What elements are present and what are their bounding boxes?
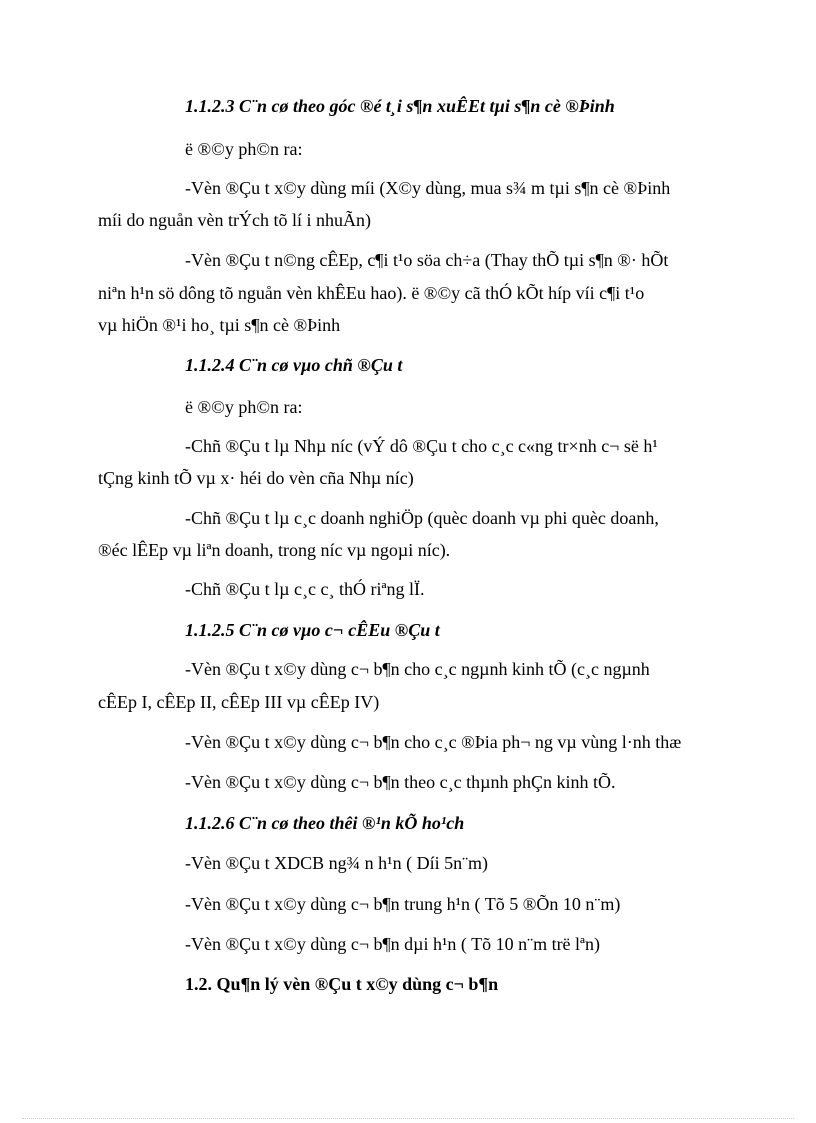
section-heading-1-1-2-6: 1.1.2.6 C¨n cø theo thêi ®¹n kÕ ho¹ch [185,813,465,833]
section-heading-1-1-2-5: 1.1.2.5 C¨n cø vµo c¬ cÊEu ®Çu t [185,620,440,640]
section-heading-1-1-2-4: 1.1.2.4 C¨n cø vµo chñ ®Çu t [185,355,403,375]
paragraph-line: -Vèn ®Çu t x©y dùng c¬ b¶n theo c¸c thµnh phÇn kinh tÕ. [185,772,616,792]
paragraph-line: ®éc lÊEp vµ liªn doanh, trong níc vµ ngoµi níc). [98,540,451,560]
paragraph-line: -Vèn ®Çu t x©y dùng míi (X©y dùng, mua s¾ m tµi s¶n cè ®Þinh [185,178,671,198]
paragraph-line: -Vèn ®Çu t x©y dùng c¬ b¶n cho c¸c ngµnh kinh tÕ (c¸c ngµnh [185,659,650,679]
paragraph-line: vµ hiÖn ®¹i ho¸ tµi s¶n cè ®Þinh [98,315,341,335]
paragraph-line: cÊEp I, cÊEp II, cÊEp III vµ cÊEp IV) [98,692,380,712]
paragraph-line: -Chñ ®Çu t lµ c¸c c¸ thÓ riªng lÏ. [185,579,425,599]
section-heading-1-2: 1.2. Qu¶n lý vèn ®Çu t x©y dùng c¬ b¶n [185,974,499,994]
paragraph-line: míi do nguån vèn trÝch tõ lí i nhuÃn) [98,210,371,230]
paragraph-line: -Vèn ®Çu t XDCB ng¾ n h¹n ( Díi 5n¨m) [185,853,489,873]
paragraph-line: -Vèn ®Çu t x©y dùng c¬ b¶n trung h¹n ( Tõ 5 ®Õn 10 n¨m) [185,894,621,914]
page-bottom-divider [22,1118,794,1119]
paragraph-line: -Chñ ®Çu t lµ c¸c doanh nghiÖp (quèc doanh vµ phi quèc doanh, [185,508,659,528]
section-heading-1-1-2-3: 1.1.2.3 C¨n cø theo góc ®é t¸i s¶n xuÊEt tµi s¶n cè ®Þinh [185,96,615,116]
paragraph-line: ë ®©y ph©n ra: [185,397,303,417]
paragraph-line: niªn h¹n sö dông tõ nguån vèn khÊEu hao). ë ®©y cã thÓ kÕt híp víi c¶i t¹o [98,283,645,303]
paragraph-line: -Vèn ®Çu t n©ng cÊEp, c¶i t¹o söa ch÷a (Thay thÕ tµi s¶n ®· hÕt [185,250,669,270]
paragraph-line: -Vèn ®Çu t x©y dùng c¬ b¶n dµi h¹n ( Tõ 10 n¨m trë lªn) [185,934,601,954]
paragraph-line: ë ®©y ph©n ra: [185,139,303,159]
paragraph-line: tÇng kinh tÕ vµ x· héi do vèn cña Nhµ níc) [98,468,414,488]
paragraph-line: -Chñ ®Çu t lµ Nhµ níc (vÝ dô ®Çu t cho c¸c c«ng tr×nh c¬ së h¹ [185,436,658,456]
paragraph-line: -Vèn ®Çu t x©y dùng c¬ b¶n cho c¸c ®Þia ph¬ ng vµ vùng l·nh thæ [185,732,682,752]
